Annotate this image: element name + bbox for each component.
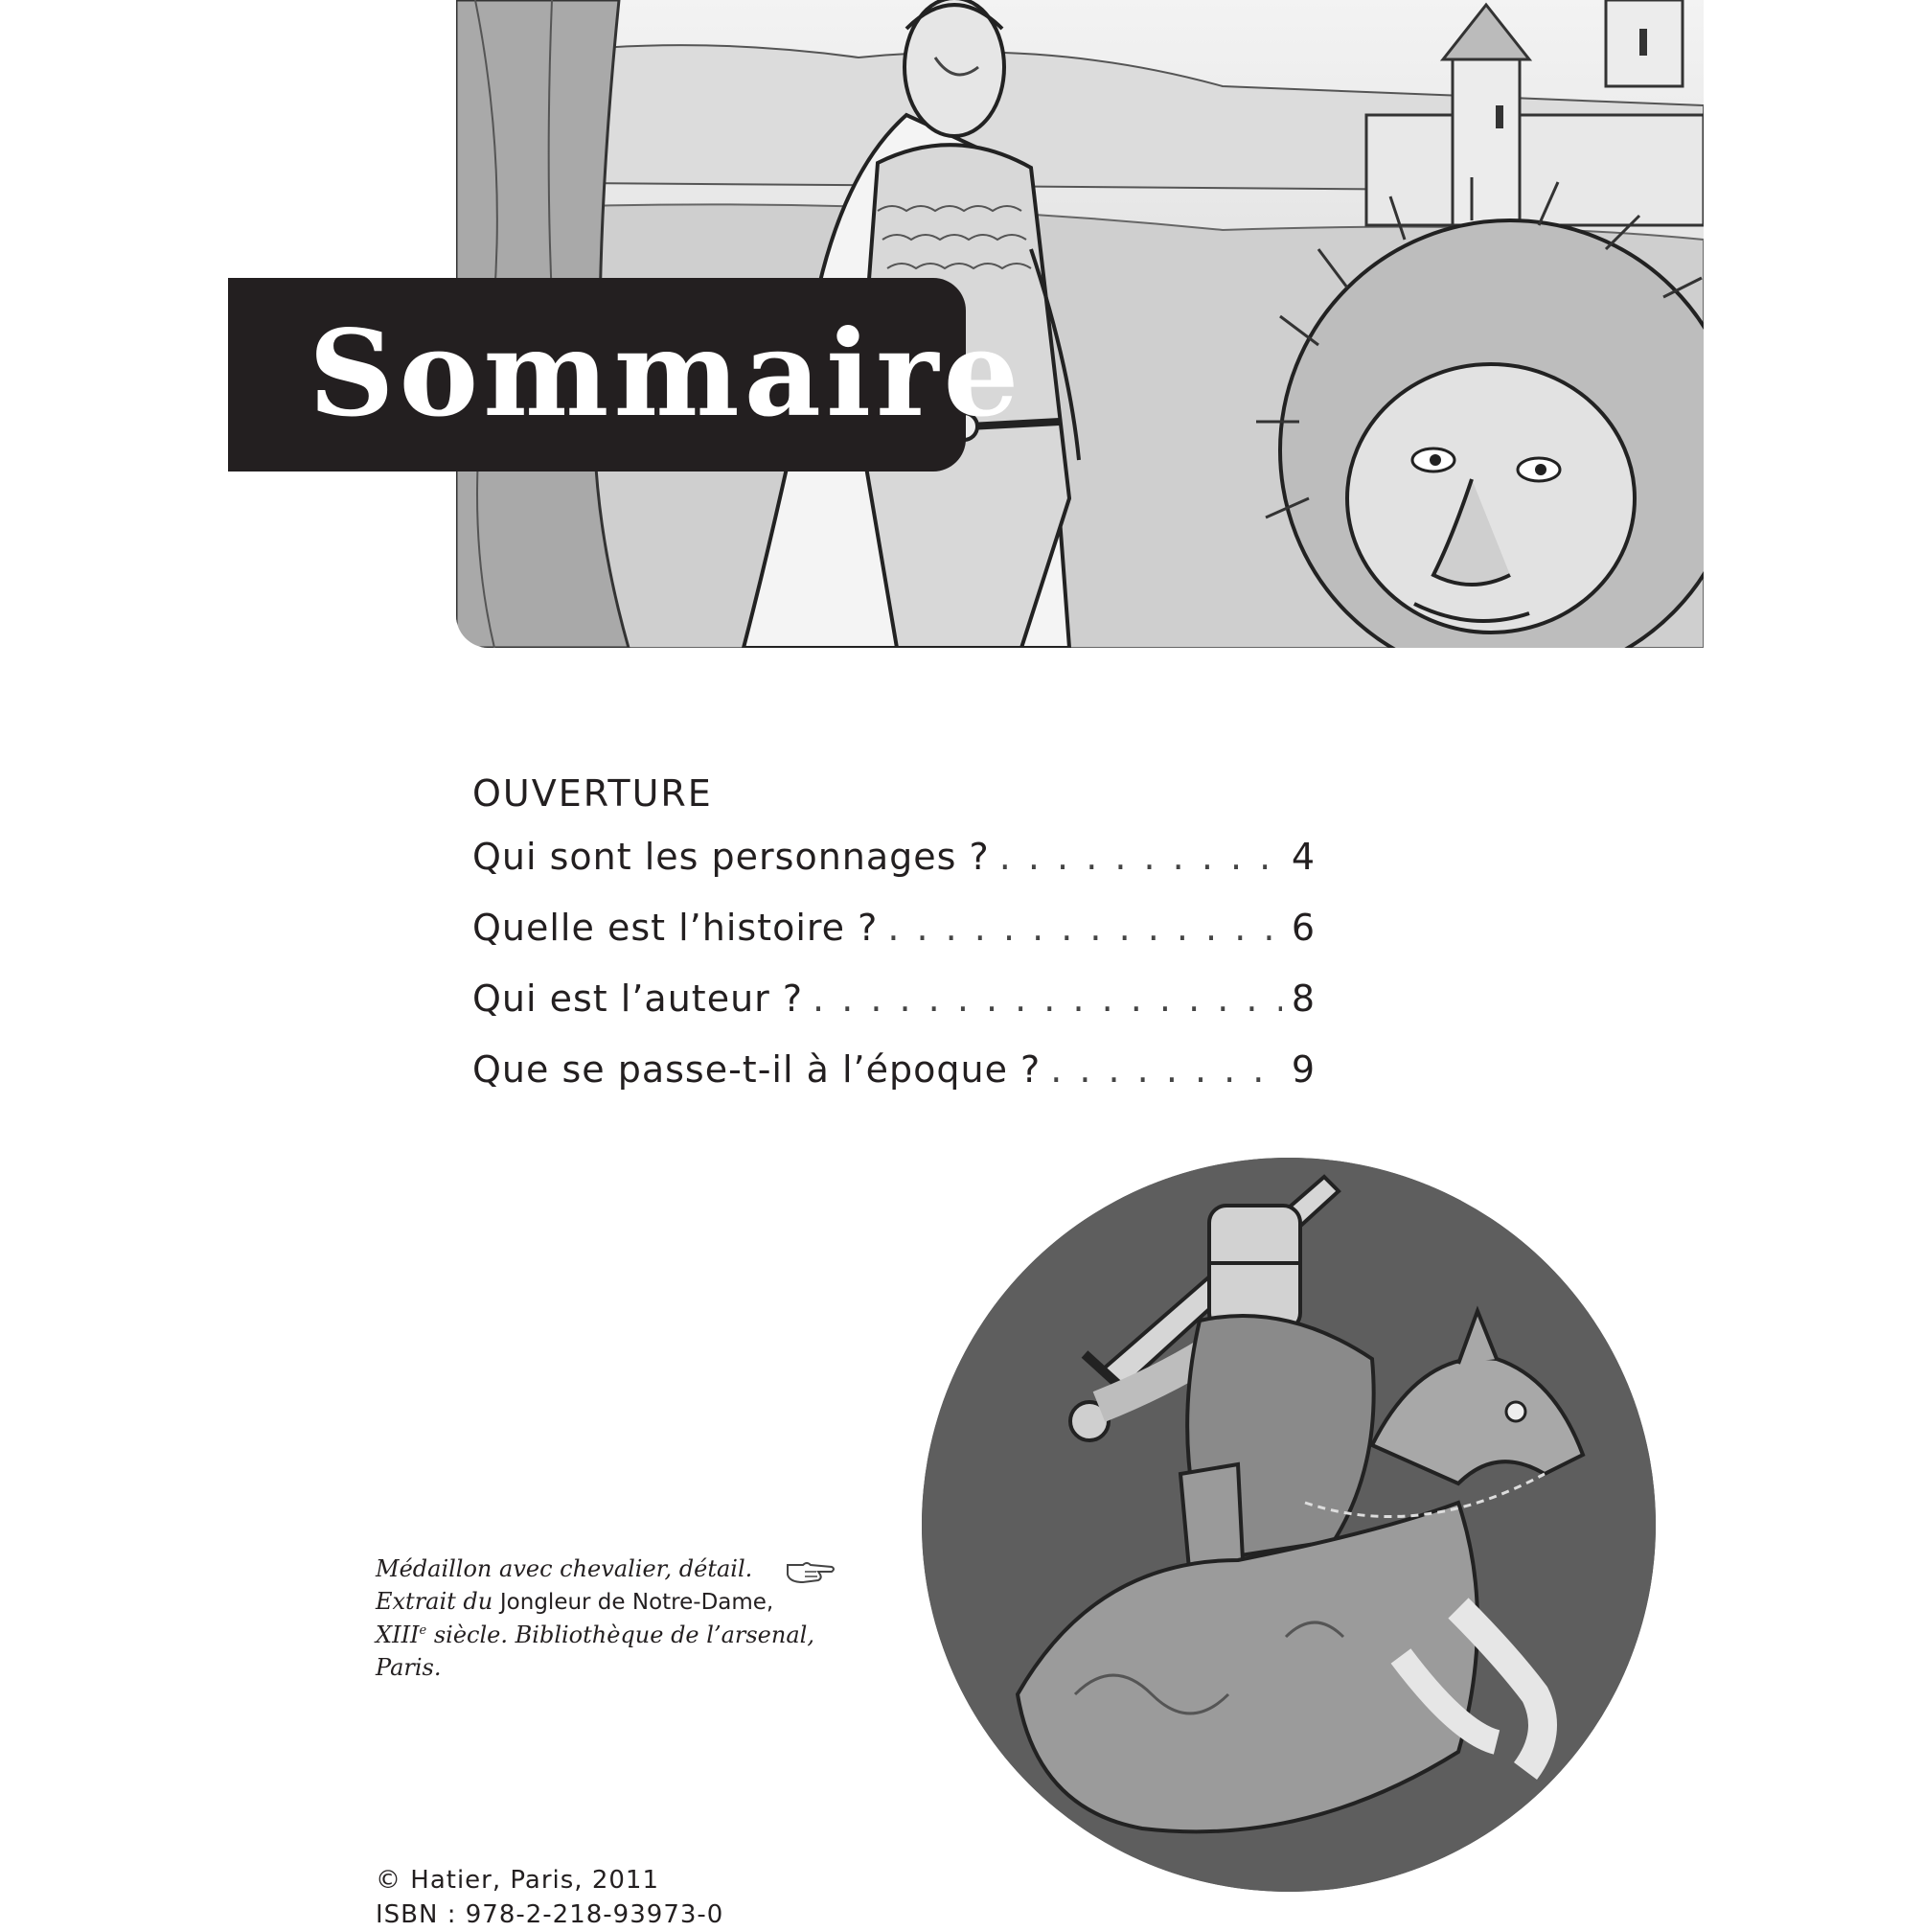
copyright-block bbox=[376, 1863, 855, 1932]
toc-entry-page: 8 bbox=[1291, 978, 1316, 1020]
caption-text: XIII bbox=[376, 1622, 420, 1648]
toc-section-heading: OUVERTURE bbox=[472, 772, 713, 815]
table-of-contents bbox=[472, 767, 1316, 1119]
toc-entry-title: Que se passe-t-il à l’époque ? bbox=[472, 1048, 1042, 1091]
medallion-illustration bbox=[922, 1158, 1656, 1892]
toc-list bbox=[472, 836, 1316, 1119]
caption-text: Extrait du bbox=[376, 1588, 500, 1615]
toc-entry-page: 9 bbox=[1291, 1048, 1316, 1091]
caption-text: siècle. Bibliothèque de l’arsenal, bbox=[426, 1622, 814, 1648]
pointing-hand-icon bbox=[786, 1557, 836, 1586]
toc-entry-histoire[interactable] bbox=[472, 907, 1316, 978]
toc-entry-page: 6 bbox=[1291, 907, 1316, 949]
toc-entry-auteur[interactable] bbox=[472, 978, 1316, 1048]
toc-leader-dots bbox=[813, 978, 1282, 1020]
caption-line: Médaillon avec chevalier, détail. bbox=[376, 1555, 753, 1582]
isbn-line: ISBN : 978-2-218-93973-0 bbox=[376, 1900, 724, 1929]
caption-line bbox=[376, 1585, 855, 1619]
caption-line bbox=[376, 1619, 855, 1651]
toc-leader-dots bbox=[999, 836, 1282, 878]
toc-entry-page: 4 bbox=[1291, 836, 1316, 878]
caption-superscript: e bbox=[419, 1623, 427, 1638]
toc-leader-dots bbox=[887, 907, 1282, 949]
page-title: Sommaire bbox=[309, 305, 1024, 444]
caption-line: Paris. bbox=[376, 1654, 442, 1681]
knight-on-horse-drawing bbox=[922, 1158, 1656, 1892]
toc-entry-title: Qui sont les personnages ? bbox=[472, 836, 990, 878]
illustration-caption bbox=[376, 1552, 855, 1684]
toc-leader-dots bbox=[1050, 1048, 1282, 1091]
caption-work-title: Jongleur de Notre-Dame, bbox=[499, 1590, 774, 1615]
toc-entry-title: Quelle est l’histoire ? bbox=[472, 907, 879, 949]
title-banner bbox=[228, 278, 1024, 472]
copyright-line: © Hatier, Paris, 2011 bbox=[376, 1866, 659, 1895]
toc-entry-title: Qui est l’auteur ? bbox=[472, 978, 804, 1020]
toc-entry-personnages[interactable] bbox=[472, 836, 1316, 907]
toc-entry-epoque[interactable] bbox=[472, 1048, 1316, 1119]
